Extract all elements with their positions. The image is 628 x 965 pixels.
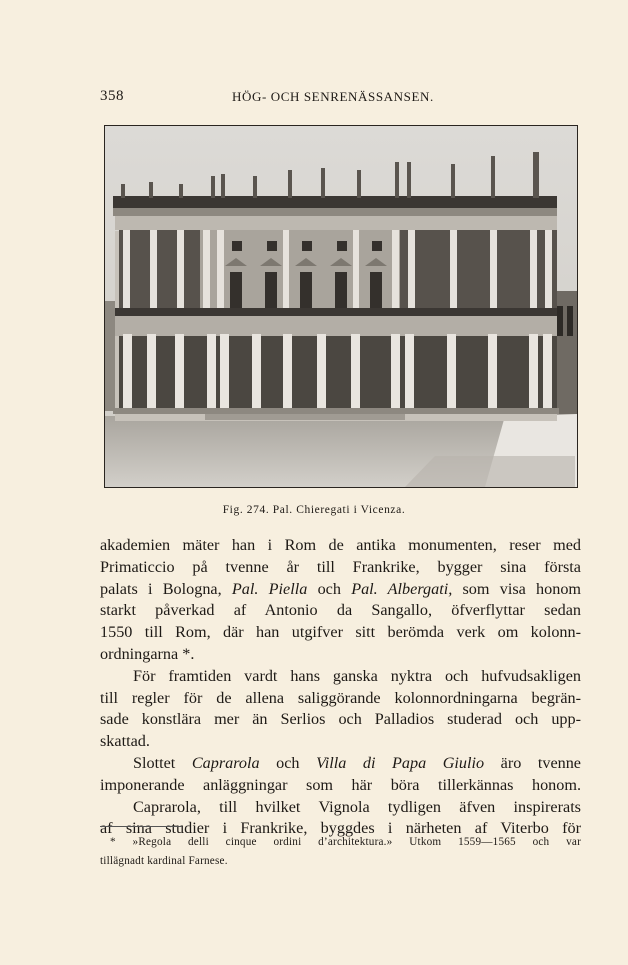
text-line xyxy=(100,579,581,601)
italic-text: Caprarola xyxy=(191,753,260,772)
figure-photograph xyxy=(104,125,578,488)
footnote-line: * »Regola delli cinque ordini d’architektura.» Utkom 1559—1565 och var xyxy=(110,836,581,848)
text-line: starkt påverkad af Antonio da Sangallo, öfverflyttar sedan xyxy=(100,601,581,620)
running-head xyxy=(100,88,580,110)
text-segment: som visa honom xyxy=(452,579,582,598)
footnote-rule xyxy=(100,826,182,827)
text-line: af sina studier i Frankrike, byggdes i närheten af Viterbo för xyxy=(100,819,581,838)
text-line: till regler för de allena saliggörande kolonnordningarna begrän- xyxy=(100,688,581,707)
footnotes xyxy=(100,833,581,871)
text-segment: och xyxy=(259,753,317,772)
footnote-line: tillägnadt kardinal Farnese. xyxy=(100,855,228,867)
text-segment: palats i Bologna, xyxy=(100,579,232,598)
text-line: sade konstlära mer än Serlios och Palladios studerad och upp- xyxy=(100,710,581,729)
text-segment: och xyxy=(307,579,352,598)
text-line: imponerande anläggningar som här böra tillerkännas honom. xyxy=(100,775,581,794)
text-line: skattad. xyxy=(100,732,150,751)
text-line xyxy=(100,753,581,775)
body-text xyxy=(100,535,581,840)
text-line: Caprarola, till hvilket Vignola tydligen äfven inspirerats xyxy=(133,797,581,816)
italic-text: Pal. Albergati, xyxy=(351,579,453,598)
text-line: ordningarna *. xyxy=(100,644,195,663)
text-line: 1550 till Rom, där han utgifver sitt berömda verk om kolonn- xyxy=(100,623,581,642)
figure-caption: Fig. 274. Pal. Chieregati i Vicenza. xyxy=(222,504,406,516)
italic-text: Pal. Piella xyxy=(231,579,308,598)
running-head-title: HÖG- OCH SENRENÄSSANSEN. xyxy=(232,89,434,104)
text-line: För framtiden vardt hans ganska nyktra och hufvudsakligen xyxy=(133,666,581,685)
text-line: akademien mäter han i Rom de antika monumenten, reser med xyxy=(100,536,581,554)
page-number: 358 xyxy=(100,88,124,104)
text-segment: Slottet xyxy=(133,753,192,772)
text-segment: äro tvenne xyxy=(484,753,581,772)
italic-text: Villa di Papa Giulio xyxy=(316,753,485,772)
palazzo-engraving xyxy=(105,126,577,487)
text-line: Primaticcio på tvenne år till Frankrike, bygger sina första xyxy=(100,557,581,576)
